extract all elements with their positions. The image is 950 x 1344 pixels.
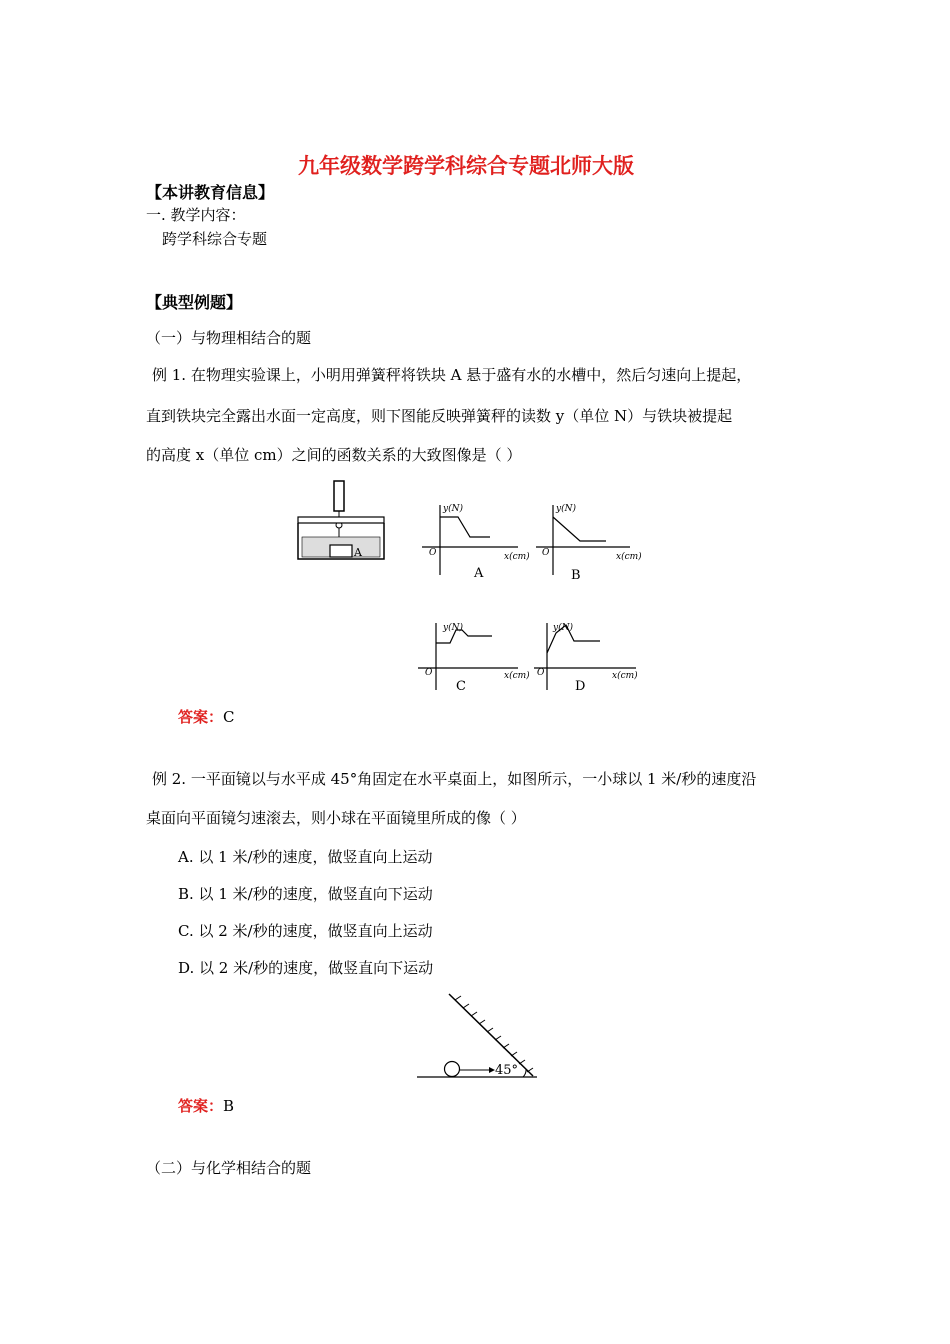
mirror <box>449 994 533 1076</box>
option-b: B. 以 1 米/秒的速度，做竖直向下运动 <box>178 885 433 903</box>
answer-value: C <box>223 708 235 726</box>
part1-heading: （一）与物理相结合的题 <box>146 329 312 347</box>
example1-line2: 直到铁块完全露出水面一定高度，则下图能反映弹簧秤的读数 y（单位 N）与铁块被提起 <box>146 407 733 425</box>
page-title: 九年级数学跨学科综合专题北师大版 <box>298 153 634 178</box>
example2-line2: 桌面向平面镜匀速滚去，则小球在平面镜里所成的像（ ） <box>146 809 526 827</box>
graph-b-y-label: y(N) <box>556 504 576 514</box>
content-heading: 一. 教学内容： <box>146 206 246 224</box>
graph-a-label: A <box>474 566 484 581</box>
graph-a-y-label: y(N) <box>443 504 463 514</box>
option-c: C. 以 2 米/秒的速度，做竖直向上运动 <box>178 922 433 940</box>
graph-c-y-label: y(N) <box>443 623 463 633</box>
answer-label: 答案： <box>178 708 224 726</box>
graph-option-c <box>418 623 518 690</box>
graph-b-origin: O <box>542 548 550 558</box>
graph-option-b <box>536 505 630 575</box>
example1-answer <box>178 706 235 727</box>
graph-d-y-label: y(N) <box>553 623 573 633</box>
angle-label: 45° <box>495 1063 519 1078</box>
graph-b-x-label: x(cm) <box>616 552 642 562</box>
angle-arc <box>523 1069 526 1077</box>
option-d: D. 以 2 米/秒的速度，做竖直向下运动 <box>178 959 434 977</box>
spring-scale-apparatus <box>298 481 384 559</box>
content-text: 跨学科综合专题 <box>162 230 268 248</box>
answer-value: B <box>223 1097 235 1115</box>
graph-c-x-label: x(cm) <box>504 671 530 681</box>
example2-line1: 例 2. 一平面镜以与水平成 45°角固定在水平桌面上，如图所示，一小球以 1 米/秒的速度沿 <box>152 770 757 788</box>
graph-d-label: D <box>575 679 586 694</box>
graph-d-origin: O <box>537 668 545 678</box>
graph-a-origin: O <box>429 548 437 558</box>
graph-c-origin: O <box>425 668 433 678</box>
examples-heading: 【典型例题】 <box>146 293 243 312</box>
graph-b-label: B <box>571 568 581 583</box>
iron-block-label: A <box>354 546 362 559</box>
graph-a-x-label: x(cm) <box>504 552 530 562</box>
example2-answer <box>178 1095 234 1116</box>
answer-label: 答案： <box>178 1097 224 1115</box>
example1-figure <box>290 475 660 700</box>
mirror-figure <box>415 990 545 1082</box>
graph-c-label: C <box>456 679 466 694</box>
part2-heading: （二）与化学相结合的题 <box>146 1159 312 1177</box>
example1-line1: 例 1. 在物理实验课上，小明用弹簧秤将铁块 A 悬于盛有水的水槽中，然后匀速向上提起， <box>152 366 752 384</box>
graph-d-x-label: x(cm) <box>612 671 638 681</box>
option-a: A. 以 1 米/秒的速度，做竖直向上运动 <box>178 848 433 866</box>
example1-line3: 的高度 x（单位 cm）之间的函数关系的大致图像是（ ） <box>146 446 522 464</box>
section-info-heading: 【本讲教育信息】 <box>146 183 275 202</box>
ball <box>445 1062 460 1077</box>
graph-option-a <box>422 505 518 575</box>
